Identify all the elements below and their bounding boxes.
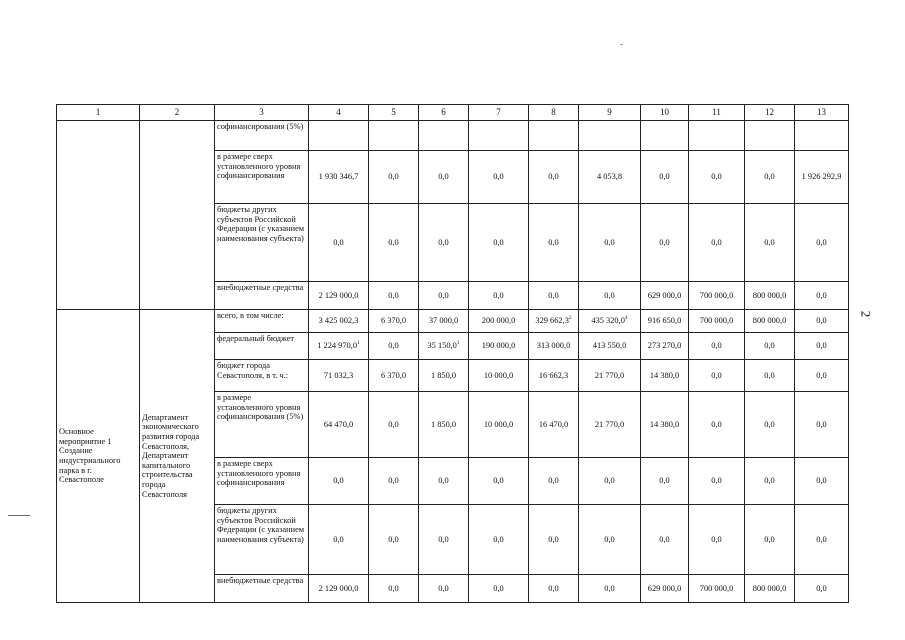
amount-cell [529, 282, 579, 310]
page-number: 2 [858, 310, 874, 318]
amount-value: 1 850,0 [430, 370, 457, 380]
amount-value: 0,0 [438, 290, 449, 300]
amount-value: 0,0 [659, 476, 670, 486]
amount-value: 0,0 [604, 534, 615, 544]
amount-cell [529, 392, 579, 458]
amount-value: 0,0 [438, 583, 449, 593]
amount-cell [419, 392, 469, 458]
amount-cell [745, 204, 795, 282]
column-number-6: 6 [419, 105, 469, 121]
amount-cell [469, 575, 529, 603]
amount-value: 629 000,0 [647, 290, 682, 300]
amount-value: 800 000,0 [752, 583, 787, 593]
column-number-1: 1 [57, 105, 140, 121]
amount-value: 0,0 [388, 419, 399, 429]
amount-value: 0,0 [816, 419, 827, 429]
amount-cell [641, 121, 689, 151]
amount-cell [641, 333, 689, 360]
amount-cell [689, 505, 745, 575]
amount-cell [641, 204, 689, 282]
amount-value: 0,0 [548, 237, 559, 247]
amount-cell [419, 458, 469, 505]
amount-cell [529, 575, 579, 603]
amount-value: 6 370,0 [380, 316, 407, 326]
amount-value: 0,0 [388, 534, 399, 544]
column-number-5: 5 [369, 105, 419, 121]
amount-cell [369, 151, 419, 204]
amount-value: 0,0 [438, 534, 449, 544]
amount-cell [641, 360, 689, 392]
amount-cell [419, 204, 469, 282]
amount-cell [745, 333, 795, 360]
amount-cell [579, 310, 641, 333]
amount-value: 0,0 [764, 370, 775, 380]
amount-cell [469, 333, 529, 360]
funding-source-label: бюджет города Севастополя, в т. ч.: [215, 360, 309, 392]
amount-cell [309, 575, 369, 603]
amount-cell [745, 458, 795, 505]
amount-value: 0,0 [816, 290, 827, 300]
amount-cell [309, 151, 369, 204]
amount-value: 21 770,0 [594, 370, 625, 380]
column-number-13: 13 [795, 105, 849, 121]
amount-value: 0,0 [493, 290, 504, 300]
amount-cell [369, 121, 419, 151]
amount-value: 16 662,3 [538, 370, 569, 380]
amount-value: 0,0 [438, 172, 449, 182]
scan-speck [8, 515, 30, 516]
amount-value: 0,0 [659, 172, 670, 182]
amount-value: 0,0 [764, 534, 775, 544]
amount-cell [795, 505, 849, 575]
amount-value: 0,0 [388, 341, 399, 351]
table-row [57, 121, 849, 151]
amount-cell [641, 392, 689, 458]
amount-value: 2 129 000,0 [318, 583, 359, 593]
amount-value: 0,0 [764, 476, 775, 486]
amount-value: 0,0 [438, 476, 449, 486]
amount-value: 413 550,0 [592, 341, 627, 351]
amount-value: 0,0 [493, 583, 504, 593]
amount-cell [689, 575, 745, 603]
amount-value: 0,0 [816, 370, 827, 380]
amount-value: 6 370,0 [380, 370, 407, 380]
funding-source-label: бюджеты других субъектов Российской Федерации (с указанием наименования субъекта) [215, 204, 309, 282]
amount-value: 0,0 [333, 237, 344, 247]
amount-cell [795, 310, 849, 333]
amount-cell [529, 333, 579, 360]
column-number-8: 8 [529, 105, 579, 121]
amount-cell [419, 282, 469, 310]
funding-source-label: в размере сверх установленного уровня софинансирования [215, 458, 309, 505]
budget-table [56, 104, 849, 603]
column-number-row [57, 105, 849, 121]
amount-value: 0,0 [816, 237, 827, 247]
amount-cell [419, 333, 469, 360]
amount-cell [369, 392, 419, 458]
column-number-12: 12 [745, 105, 795, 121]
amount-cell [529, 121, 579, 151]
amount-value: 35 150,0 [427, 341, 457, 351]
amount-value: 0,0 [764, 172, 775, 182]
amount-value: 0,0 [816, 476, 827, 486]
amount-value: 0,0 [816, 341, 827, 351]
scan-speck [620, 44, 623, 45]
amount-cell [795, 151, 849, 204]
funding-source-label: всего, в том числе: [215, 310, 309, 333]
amount-value: 1 224 970,0 [317, 341, 358, 351]
amount-value: 329 662,3 [535, 316, 569, 326]
amount-cell [469, 121, 529, 151]
amount-cell [795, 575, 849, 603]
amount-value: 37 000,0 [428, 316, 459, 326]
amount-cell [579, 505, 641, 575]
amount-cell [469, 151, 529, 204]
amount-cell [369, 458, 419, 505]
amount-cell [579, 392, 641, 458]
amount-value: 0,0 [548, 583, 559, 593]
amount-cell [641, 151, 689, 204]
amount-value: 0,0 [711, 370, 722, 380]
amount-value: 0,0 [493, 172, 504, 182]
amount-cell [579, 575, 641, 603]
amount-cell [309, 458, 369, 505]
amount-cell [529, 310, 579, 333]
amount-cell [579, 204, 641, 282]
amount-cell [369, 204, 419, 282]
amount-cell [419, 121, 469, 151]
amount-value: 0,0 [604, 583, 615, 593]
amount-cell [689, 392, 745, 458]
measure-cell-empty [57, 121, 140, 310]
amount-cell [641, 575, 689, 603]
amount-value: 1 926 292,9 [801, 172, 842, 182]
amount-cell [579, 121, 641, 151]
amount-value: 1 850,0 [430, 419, 457, 429]
amount-value: 0,0 [548, 172, 559, 182]
amount-value: 0,0 [388, 583, 399, 593]
amount-cell [795, 282, 849, 310]
amount-value: 71 032,3 [323, 370, 354, 380]
amount-cell [745, 575, 795, 603]
amount-value: 0,0 [764, 419, 775, 429]
amount-cell [529, 151, 579, 204]
amount-cell [309, 310, 369, 333]
amount-cell [641, 310, 689, 333]
amount-cell [579, 151, 641, 204]
amount-value: 700 000,0 [699, 583, 734, 593]
amount-cell [689, 458, 745, 505]
amount-cell [689, 121, 745, 151]
amount-cell [641, 282, 689, 310]
amount-cell [745, 282, 795, 310]
amount-cell [369, 333, 419, 360]
amount-cell [309, 392, 369, 458]
amount-value: 0,0 [548, 476, 559, 486]
column-number-4: 4 [309, 105, 369, 121]
amount-cell [579, 282, 641, 310]
column-number-10: 10 [641, 105, 689, 121]
amount-cell [579, 458, 641, 505]
amount-value: 0,0 [816, 583, 827, 593]
amount-value: 435 320,0 [591, 316, 625, 326]
executor-name: Департамент экономического развития города Севастополя, Департамент капитального строительства города Севастополя [140, 310, 215, 603]
amount-cell [641, 458, 689, 505]
amount-cell [419, 575, 469, 603]
column-number-3: 3 [215, 105, 309, 121]
amount-cell [529, 505, 579, 575]
amount-value: 800 000,0 [752, 290, 787, 300]
funding-source-label: бюджеты других субъектов Российской Федерации (с указанием наименования субъекта) [215, 505, 309, 575]
amount-value: 0,0 [548, 290, 559, 300]
amount-cell [419, 310, 469, 333]
amount-cell [369, 575, 419, 603]
amount-value: 0,0 [604, 290, 615, 300]
amount-value: 313 000,0 [536, 341, 571, 351]
amount-value: 3 425 002,3 [318, 316, 359, 326]
column-number-11: 11 [689, 105, 745, 121]
amount-value: 0,0 [659, 237, 670, 247]
amount-cell [745, 392, 795, 458]
amount-value: 273 270,0 [647, 341, 682, 351]
amount-cell [689, 310, 745, 333]
amount-value: 0,0 [493, 476, 504, 486]
amount-value: 0,0 [764, 341, 775, 351]
amount-cell [419, 360, 469, 392]
amount-cell [369, 360, 419, 392]
column-number-7: 7 [469, 105, 529, 121]
footnote-mark: 1 [456, 340, 460, 347]
amount-value: 0,0 [711, 172, 722, 182]
amount-cell [745, 360, 795, 392]
amount-cell [795, 204, 849, 282]
amount-cell [469, 310, 529, 333]
amount-value: 800 000,0 [752, 316, 787, 326]
amount-cell [795, 360, 849, 392]
amount-value: 629 000,0 [647, 583, 682, 593]
amount-cell [529, 458, 579, 505]
amount-cell [469, 282, 529, 310]
amount-value: 700 000,0 [699, 316, 734, 326]
amount-value: 0,0 [388, 172, 399, 182]
amount-cell [419, 505, 469, 575]
amount-value: 10 000,0 [483, 419, 514, 429]
footnote-mark: 1 [357, 340, 360, 347]
amount-value: 4 053,8 [596, 172, 623, 182]
amount-cell [369, 310, 419, 333]
measure-name: Основное мероприятие 1 Создание индустриального парка в г. Севастополе [57, 310, 140, 603]
amount-value: 64 470,0 [323, 419, 354, 429]
amount-value: 190 000,0 [481, 341, 516, 351]
amount-value: 2 129 000,0 [318, 290, 359, 300]
column-number-9: 9 [579, 105, 641, 121]
amount-value: 0,0 [333, 476, 344, 486]
amount-value: 0,0 [711, 476, 722, 486]
amount-value: 0,0 [659, 534, 670, 544]
amount-value: 0,0 [333, 534, 344, 544]
footnote-mark: 2 [568, 315, 572, 322]
amount-value: 0,0 [438, 237, 449, 247]
amount-value: 14 380,0 [649, 419, 680, 429]
funding-source-label: внебюджетные средства [215, 575, 309, 603]
funding-source-label: внебюджетные средства [215, 282, 309, 310]
amount-cell [689, 204, 745, 282]
amount-cell [469, 392, 529, 458]
executor-cell-empty [140, 121, 215, 310]
table-row [57, 310, 849, 333]
amount-cell [689, 360, 745, 392]
amount-value: 916 650,0 [647, 316, 682, 326]
amount-value: 0,0 [764, 237, 775, 247]
amount-value: 0,0 [548, 534, 559, 544]
amount-cell [419, 151, 469, 204]
amount-value: 0,0 [388, 476, 399, 486]
amount-value: 200 000,0 [481, 316, 516, 326]
amount-cell [469, 505, 529, 575]
amount-cell [309, 505, 369, 575]
amount-value: 10 000,0 [483, 370, 514, 380]
amount-value: 0,0 [711, 237, 722, 247]
amount-cell [795, 121, 849, 151]
amount-cell [689, 151, 745, 204]
funding-source-label: в размере сверх установленного уровня софинансирования [215, 151, 309, 204]
amount-cell [795, 392, 849, 458]
amount-value: 0,0 [816, 534, 827, 544]
amount-cell [641, 505, 689, 575]
amount-cell [745, 151, 795, 204]
amount-value: 14 380,0 [649, 370, 680, 380]
amount-cell [309, 282, 369, 310]
amount-value: 0,0 [604, 476, 615, 486]
funding-source-label: софинансирования (5%) [215, 121, 309, 151]
amount-value: 21 770,0 [594, 419, 625, 429]
amount-cell [469, 204, 529, 282]
amount-cell [689, 333, 745, 360]
amount-cell [795, 333, 849, 360]
funding-source-label: федеральный бюджет [215, 333, 309, 360]
funding-source-label: в размере установленного уровня софинансирования (5%) [215, 392, 309, 458]
amount-value: 0,0 [388, 290, 399, 300]
amount-value: 0,0 [816, 316, 827, 326]
amount-cell [689, 282, 745, 310]
amount-cell [745, 310, 795, 333]
amount-cell [309, 360, 369, 392]
amount-cell [529, 360, 579, 392]
amount-cell [579, 333, 641, 360]
amount-cell [309, 204, 369, 282]
amount-cell [745, 121, 795, 151]
amount-cell [309, 121, 369, 151]
amount-value: 0,0 [493, 534, 504, 544]
amount-cell [529, 204, 579, 282]
amount-value: 0,0 [711, 341, 722, 351]
amount-value: 0,0 [711, 534, 722, 544]
amount-value: 0,0 [493, 237, 504, 247]
amount-cell [745, 505, 795, 575]
amount-cell [369, 282, 419, 310]
amount-value: 700 000,0 [699, 290, 734, 300]
amount-value: 1 930 346,7 [318, 172, 359, 182]
amount-cell [369, 505, 419, 575]
amount-cell [579, 360, 641, 392]
amount-value: 0,0 [388, 237, 399, 247]
amount-cell [469, 360, 529, 392]
amount-value: 16 470,0 [538, 419, 569, 429]
amount-cell [309, 333, 369, 360]
footnote-mark: 4 [624, 315, 628, 322]
column-number-2: 2 [140, 105, 215, 121]
amount-cell [469, 458, 529, 505]
amount-cell [795, 458, 849, 505]
amount-value: 0,0 [604, 237, 615, 247]
amount-value: 0,0 [711, 419, 722, 429]
